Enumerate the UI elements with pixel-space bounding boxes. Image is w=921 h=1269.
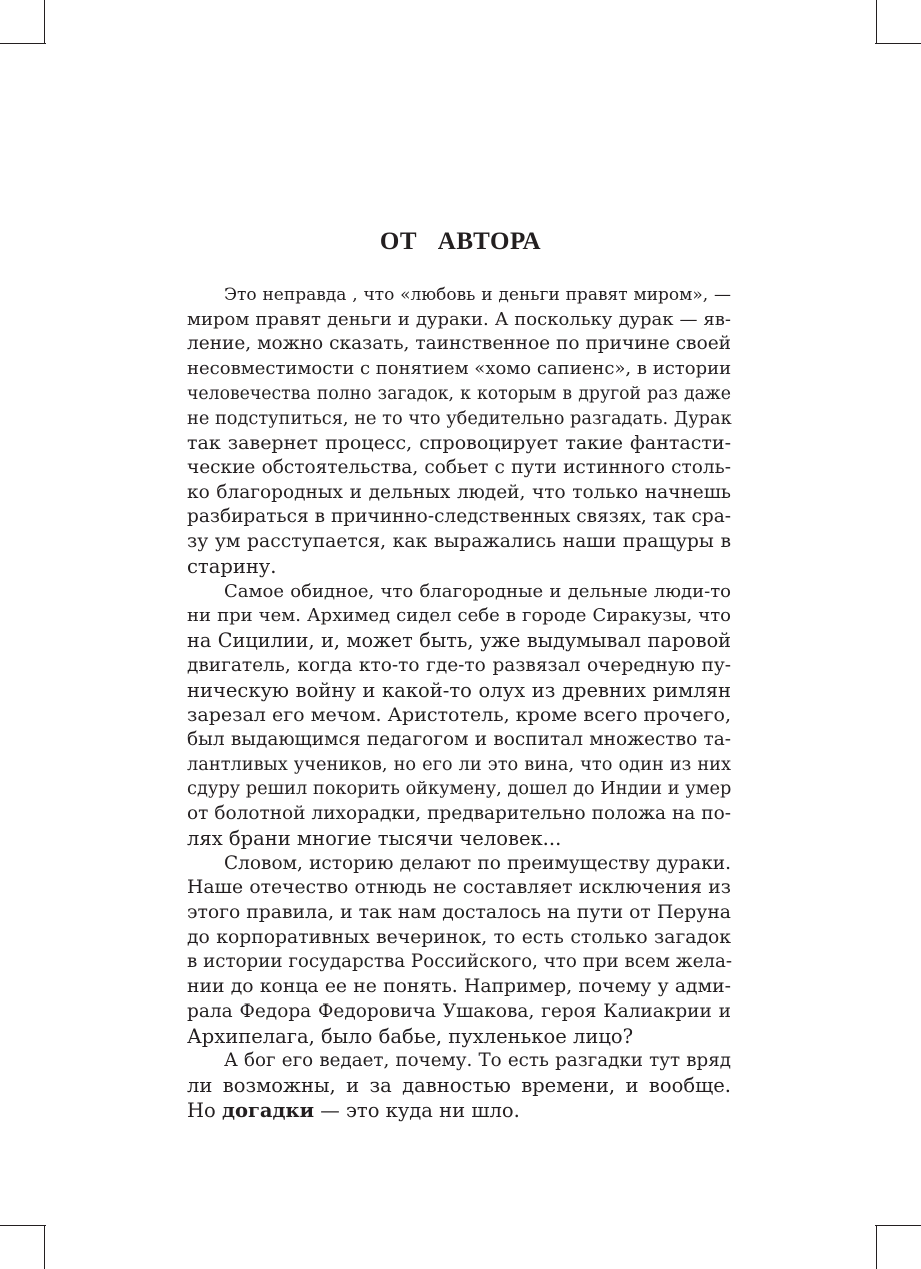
text-line: несовместимости с понятием «хомо сапиенс», в истории [187,358,732,380]
text-line: Самое обидное, что благородные и дельные люди-то [224,580,731,602]
text-line: Наше отечество отнюдь не составляет исключения из [187,877,731,899]
text-line: старину. [187,554,277,578]
text-line: был выдающимся педагогом и воспитал множество та- [187,728,731,750]
crop-mark-bottom-right-horizontal [875,1225,921,1226]
text-line: ление, можно сказать, таинственное по причине своей [187,333,731,355]
text-line: сдуру решил покорить ойкумену, дошел до Индии и умер [187,779,732,800]
text-line: ническую войну и какой-то олух из древних римлян [187,678,731,702]
text-line: ли возможны, и за давностью времени, и вообще. [187,1074,731,1097]
text-line: до корпоративных вечеринок, то есть столько загадок [187,926,731,948]
text-line: так завернет процесс, спровоцирует такие фантасти- [187,432,731,455]
text-line: ни при чем. Архимед сидел себе в городе Сиракузы, что [187,605,731,627]
text-line: А бог его ведает, почему. То есть разгадки тут вряд [224,1050,731,1072]
text-line: двигатель, когда кто-то где-то развязал очередную пу- [187,654,731,676]
text-line: миром правят деньги и дураки. А поскольку дурак — яв- [187,308,731,330]
text-line: Словом, историю делают по преимуществу дураки. [224,852,731,874]
crop-mark-bottom-right-vertical [876,1225,877,1269]
text-line: лантливых учеников, но его ли это вина, что один из них [187,754,731,775]
text-line: зарезал его мечом. Аристотель, кроме всего прочего, [187,704,731,727]
text-line: от болотной лихорадки, предварительно положа на по- [187,803,731,825]
crop-mark-bottom-left-vertical [44,1225,45,1269]
text-line: этого правила, и так нам досталось на пути от Перуна [187,901,731,923]
crop-mark-top-right-horizontal [875,43,921,44]
text-line: рала Федора Федоровича Ушакова, героя Калиакрии и [187,1000,731,1022]
crop-mark-top-left-horizontal [0,43,46,44]
text-line: не подступиться, не то что убедительно разгадать. Дурак [187,408,732,429]
text-line: разбираться в причинно-следственных связях, так сра- [187,506,731,528]
body-text [187,283,731,1123]
text-line: на Сицилии, и, может быть, уже выдумывал паровой [187,629,731,653]
crop-mark-top-right-vertical [876,0,877,44]
text-line: зу ум расступается, как выражались наши пращуры в [187,531,731,553]
text-line: Архипелага, было бабье, пухленькое лицо? [187,1024,634,1048]
text-line: человечества полно загадок, к которым в другой раз даже [187,383,731,404]
text-line: ческие обстоятельства, собьет с пути истинного столь- [187,457,731,479]
crop-mark-bottom-left-horizontal [0,1225,46,1226]
crop-mark-top-left-vertical [44,0,45,44]
text-line: Это неправда , что «любовь и деньги правят миром», — [224,285,731,305]
emphasis-word: догадки [221,1098,315,1122]
final-text-line [187,1099,731,1124]
text-line: в истории государства Российского, что при всем жела- [187,951,733,973]
final-line-start: Но [187,1098,222,1122]
text-line: ко благородных и дельных людей, что только начнешь [187,481,731,503]
text-line: лях брани многие тысячи человек... [187,826,562,850]
text-line: нии до конца ее не понять. Например, почему у адми- [187,976,731,998]
page-title: ОТ АВТОРА [379,228,542,255]
final-line-end: — это куда ни шло. [314,1098,520,1122]
